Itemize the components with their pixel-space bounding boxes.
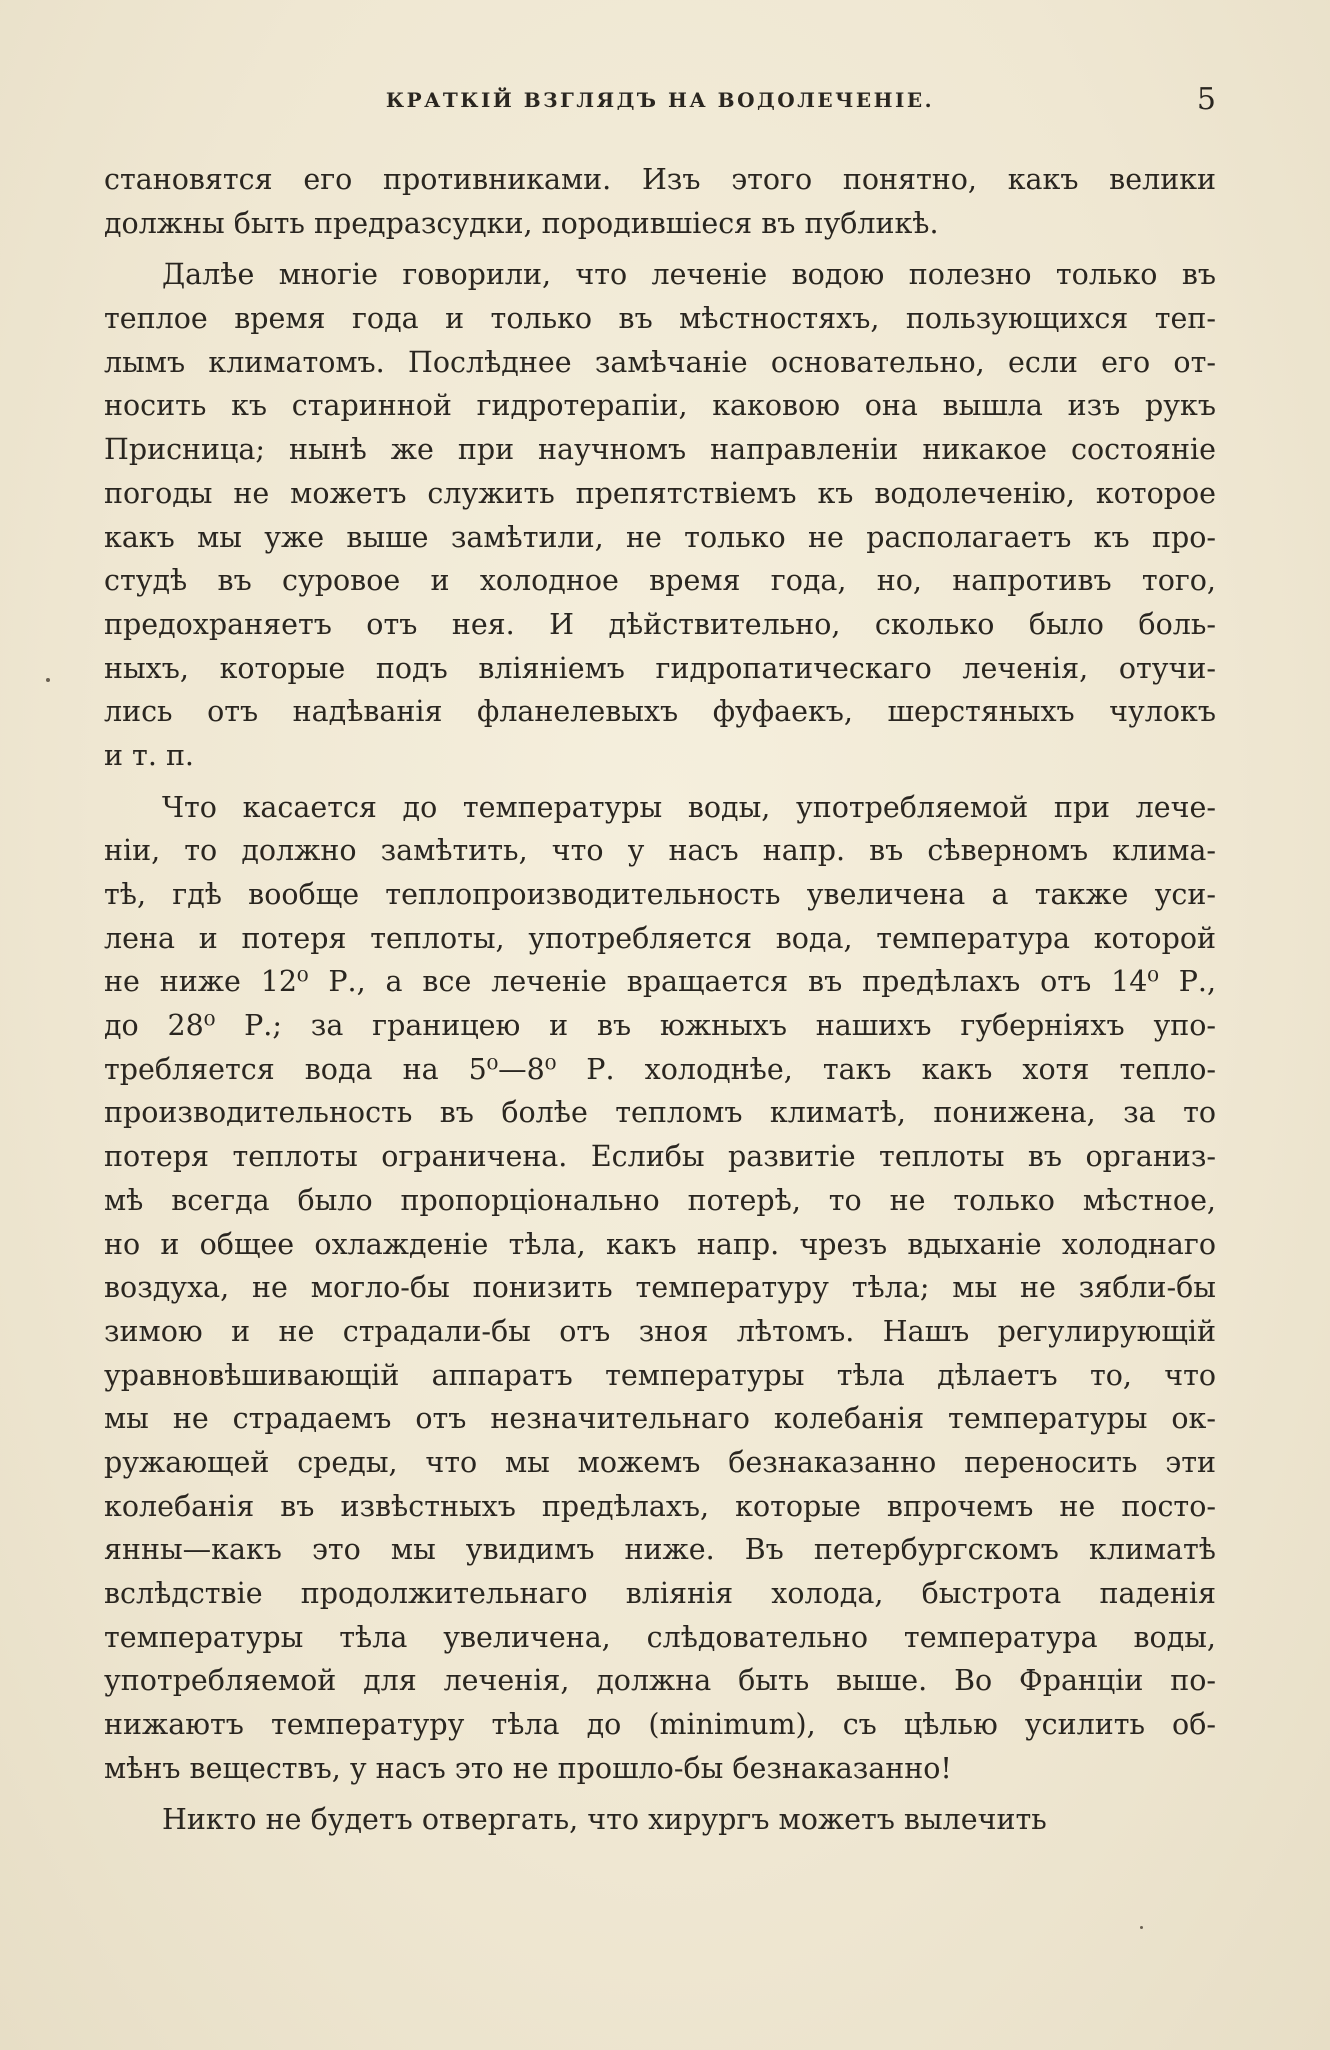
- text-line: лись отъ надѣванія фланелевыхъ фуфаекъ, шерстяныхъ чулокъ: [104, 695, 1216, 729]
- text-line: воздуха, не могло-бы понизить температуру тѣла; мы не зябли-бы: [104, 1271, 1216, 1305]
- text-line: вслѣдствіе продолжительнаго вліянія холода, быстрота паденія: [104, 1577, 1216, 1610]
- text-line: Что касается до температуры воды, употребляемой при лече-: [162, 790, 1216, 824]
- text-line: ружающей среды, что мы можемъ безнаказанно переносить эти: [104, 1445, 1216, 1479]
- paragraph: [104, 253, 1216, 777]
- text-line: требляется вода на 5⁰—8⁰ Р. холоднѣе, такъ какъ хотя тепло-: [104, 1052, 1216, 1086]
- text-line: тѣ, гдѣ вообще теплопроизводительность увеличена а также уси-: [104, 878, 1216, 911]
- text-line: уравновѣшивающій аппаратъ температуры тѣла дѣлаетъ то, что: [104, 1358, 1216, 1392]
- scan-speck: [46, 678, 50, 682]
- page-number: 5: [1196, 82, 1216, 117]
- text-line: но и общее охлажденіе тѣла, какъ напр. чрезъ вдыханіе холоднаго: [104, 1227, 1216, 1261]
- text-line: ніи, то должно замѣтить, что у насъ напр. въ сѣверномъ клима-: [104, 834, 1216, 868]
- text-line: ныхъ, которые подъ вліяніемъ гидропатическаго леченія, отучи-: [104, 651, 1216, 685]
- text-line: носить къ старинной гидротерапіи, каковою она вышла изъ рукъ: [104, 389, 1216, 423]
- running-title: КРАТКІЙ ВЗГЛЯДЪ НА ВОДОЛЕЧЕНІЕ.: [385, 88, 935, 112]
- text-line: становятся его противниками. Изъ этого понятно, какъ велики: [104, 163, 1216, 196]
- text-line: до 28⁰ Р.; за границею и въ южныхъ нашихъ губерніяхъ упо-: [104, 1009, 1216, 1043]
- scan-speck: [1140, 1926, 1143, 1929]
- text-line: должны быть предразсудки, породившіеся въ публикѣ.: [104, 206, 939, 240]
- text-line: студѣ въ суровое и холодное время года, но, напротивъ того,: [104, 564, 1216, 598]
- text-line: температуры тѣла увеличена, слѣдовательно температура воды,: [104, 1620, 1216, 1654]
- paragraph: [104, 786, 1216, 1791]
- text-line: лымъ климатомъ. Послѣднее замѣчаніе основательно, если его от-: [104, 345, 1216, 379]
- text-line: предохраняетъ отъ нея. И дѣйствительно, сколько было боль-: [104, 607, 1216, 641]
- text-line: производительность въ болѣе тепломъ климатѣ, понижена, за то: [104, 1096, 1216, 1130]
- text-line: и т. п.: [104, 738, 194, 772]
- text-line: Никто не будетъ отвергать, что хирургъ можетъ вылечить: [162, 1803, 1047, 1837]
- text-line: теплое время года и только въ мѣстностяхъ, пользующихся теп-: [104, 302, 1216, 336]
- text-line: Присница; нынѣ же при научномъ направленіи никакое состояніе: [104, 433, 1216, 467]
- text-line: янны—какъ это мы увидимъ ниже. Въ петербургскомъ климатѣ: [104, 1533, 1216, 1567]
- paragraph-gap: [104, 1790, 1216, 1798]
- text-line: колебанія въ извѣстныхъ предѣлахъ, которые впрочемъ не посто-: [104, 1489, 1216, 1523]
- paragraph-gap: [104, 778, 1216, 786]
- paragraph-gap: [104, 245, 1216, 253]
- text-line: погоды не можетъ служить препятствіемъ къ водолеченію, которое: [104, 476, 1216, 510]
- text-line: мы не страдаемъ отъ незначительнаго колебанія температуры ок-: [104, 1402, 1216, 1436]
- text-line: мѣнъ веществъ, у насъ это не прошло-бы безнаказанно!: [104, 1751, 952, 1785]
- text-line: какъ мы уже выше замѣтили, не только не располагаетъ къ про-: [104, 520, 1216, 554]
- text-line: Далѣе многіе говорили, что леченіе водою полезно только въ: [162, 258, 1216, 292]
- text-line: не ниже 12⁰ Р., а все леченіе вращается въ предѣлахъ отъ 14⁰ Р.,: [104, 965, 1216, 999]
- paragraph: [104, 158, 1216, 245]
- page-header: [104, 82, 1216, 122]
- text-line: употребляемой для леченія, должна быть выше. Во Франціи по-: [104, 1664, 1216, 1698]
- text-line: зимою и не страдали-бы отъ зноя лѣтомъ. Нашъ регулирующій: [104, 1314, 1216, 1348]
- body-text: [104, 158, 1216, 1842]
- text-line: мѣ всегда было пропорціонально потерѣ, то не только мѣстное,: [104, 1183, 1216, 1217]
- text-line: лена и потеря теплоты, употребляется вода, температура которой: [104, 921, 1216, 955]
- text-line: потеря теплоты ограничена. Еслибы развитіе теплоты въ организ-: [104, 1140, 1216, 1174]
- paragraph: [104, 1798, 1216, 1842]
- text-line: нижаютъ температуру тѣла до (minimum), съ цѣлью усилить об-: [104, 1708, 1216, 1742]
